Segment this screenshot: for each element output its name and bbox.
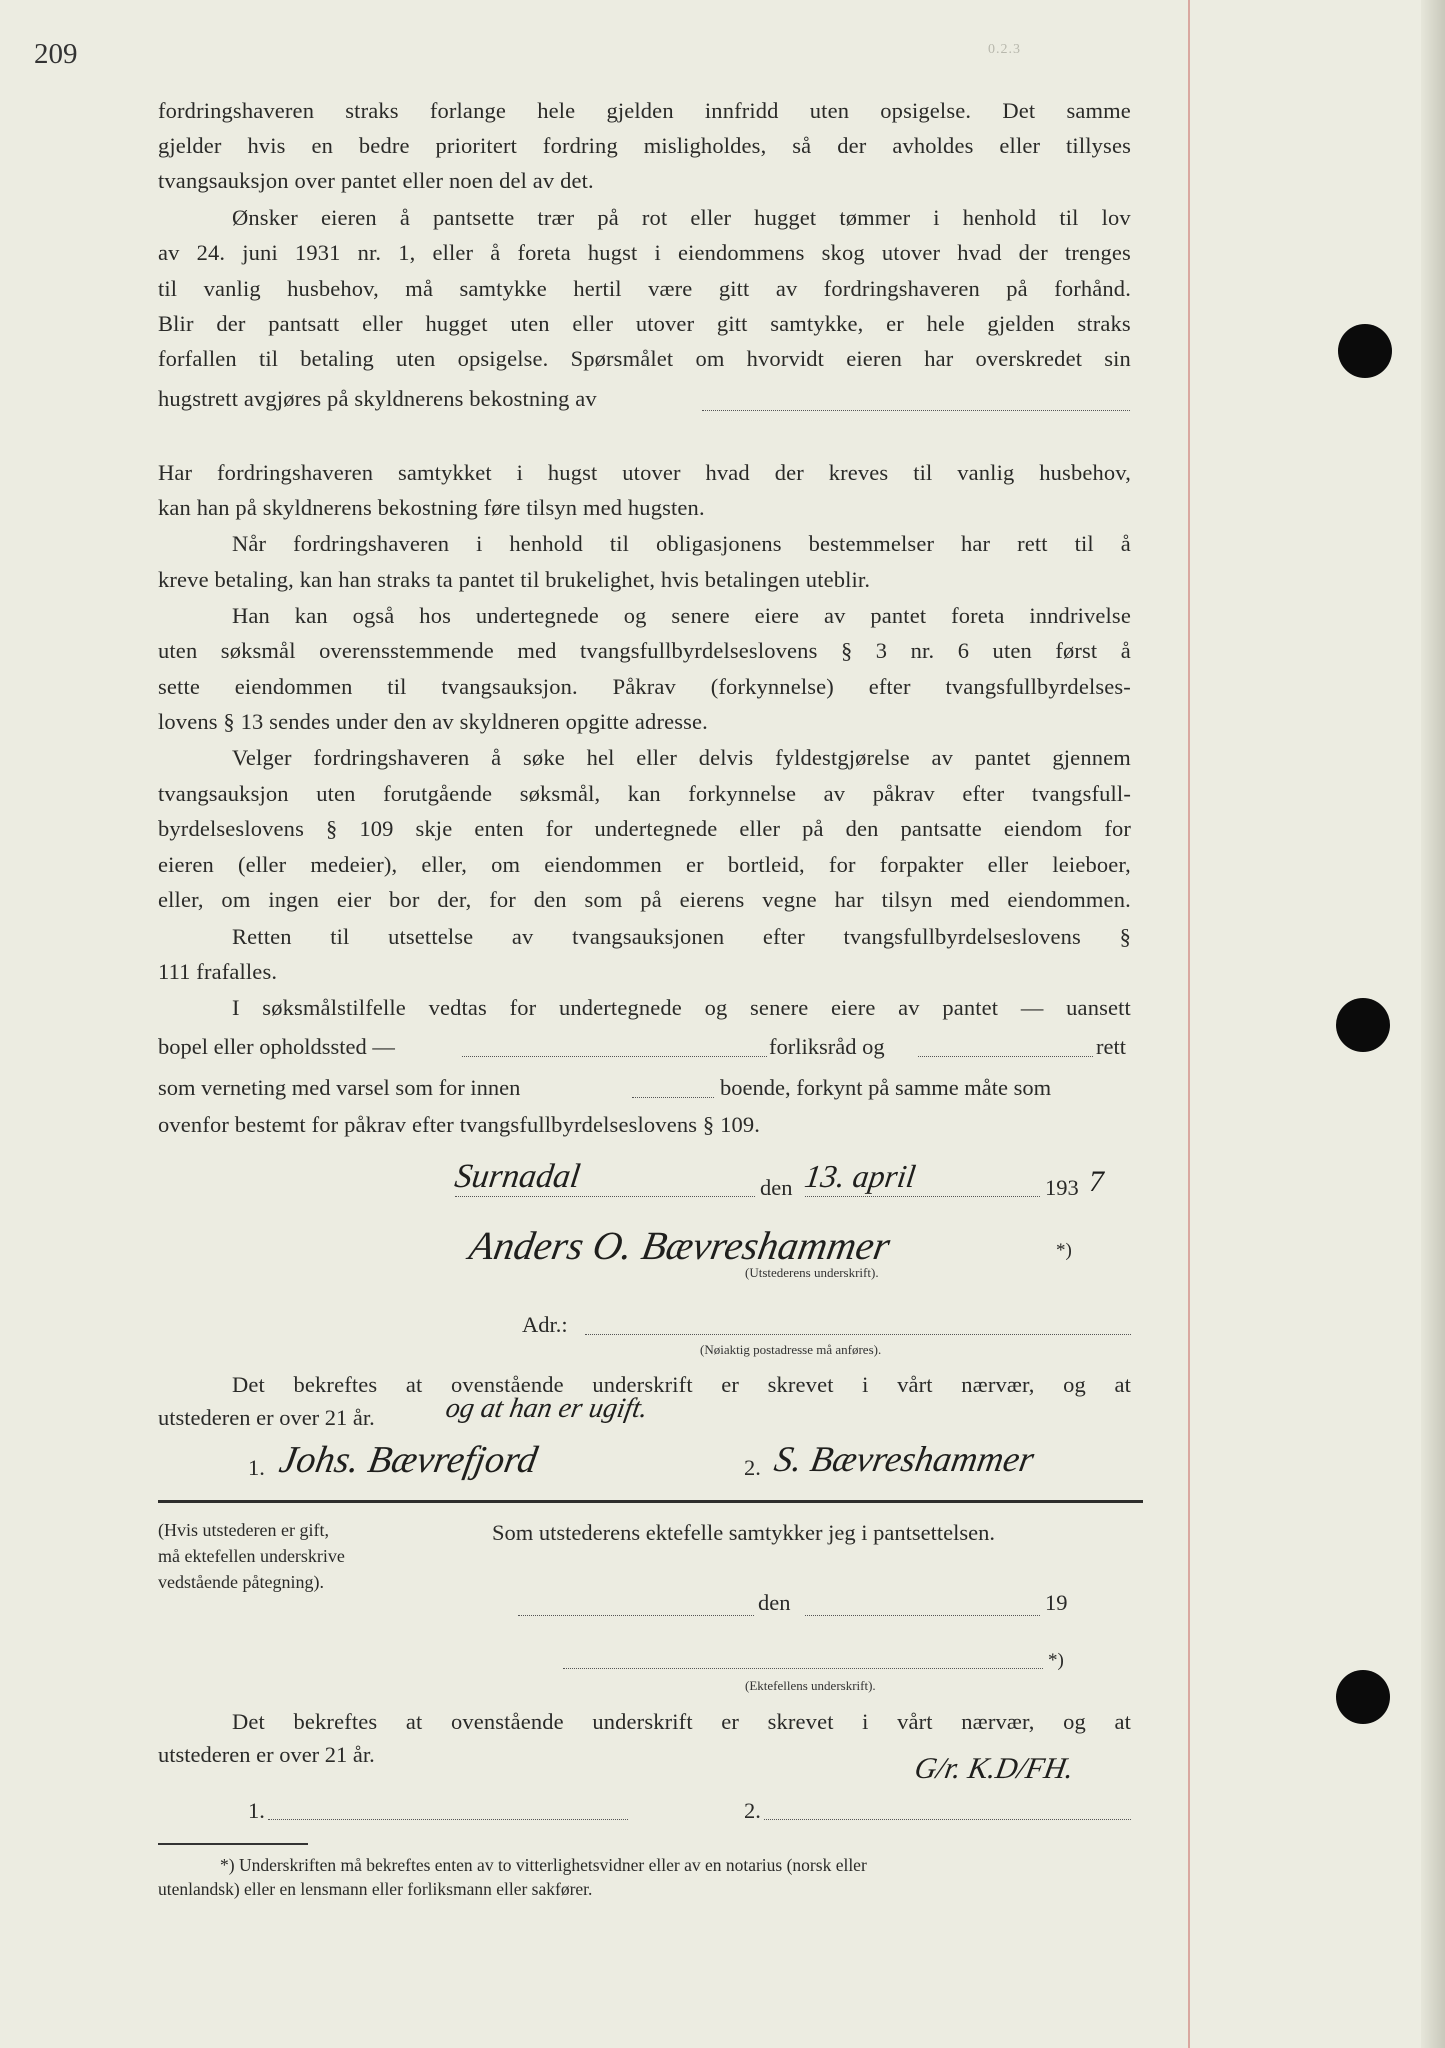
fill-in-line xyxy=(462,1056,767,1057)
asterisk-note: *) xyxy=(1056,1240,1072,1261)
venue-text: forliksråd og xyxy=(769,1034,885,1059)
spouse-consent: Som utstederens ektefelle samtykker jeg i pantsettelsen. xyxy=(492,1520,995,1545)
body-line: forfallen til betaling uten opsigelse. Spørsmålet om hvorvidt eieren har overskredet sin xyxy=(158,346,1131,371)
venue-text: rett xyxy=(1096,1034,1126,1059)
fill-in-line xyxy=(702,410,1130,411)
body-line: I søksmålstilfelle vedtas for undertegnede og senere eiere av pantet — uansett xyxy=(232,995,1131,1020)
fill-in-line xyxy=(455,1196,755,1197)
page-number: 209 xyxy=(34,38,78,70)
venue-text: bopel eller opholdssted — xyxy=(158,1034,395,1059)
body-line: lovens § 13 sendes under den av skyldneren opgitte adresse. xyxy=(158,709,708,734)
handwritten-mark: G/r. K.D/FH. xyxy=(912,1752,1077,1785)
body-line: eieren (eller medeier), eller, om eiendommen er bortleid, for forpakter eller leieboer, xyxy=(158,852,1131,877)
spouse-note-line: vedstående påtegning). xyxy=(158,1572,324,1592)
body-line: uten søksmål overensstemmende med tvangsfullbyrdelseslovens § 3 nr. 6 uten først å xyxy=(158,638,1131,663)
witness-number: 1. xyxy=(248,1455,265,1480)
address-label: Adr.: xyxy=(522,1312,568,1337)
fill-in-line xyxy=(805,1196,1040,1197)
year-printed: 193 xyxy=(1045,1175,1079,1200)
body-line: fordringshaveren straks forlange hele gjelden innfridd uten opsigelse. Det samme xyxy=(158,98,1131,123)
body-line: tvangsauksjon over pantet eller noen del av det. xyxy=(158,168,594,193)
punch-hole xyxy=(1338,324,1392,378)
body-line: Ønsker eieren å pantsette trær på rot eller hugget tømmer i henhold til lov xyxy=(232,205,1131,230)
spouse-note-line: (Hvis utstederen er gift, xyxy=(158,1520,329,1540)
body-line: Det bekreftes at ovenstående underskrift er skrevet i vårt nærvær, og at xyxy=(232,1372,1131,1397)
handwritten-date: 13. april xyxy=(802,1158,918,1194)
body-line: til vanlig husbehov, må samtykke hertil være gitt av fordringshaveren på forhånd. xyxy=(158,276,1131,301)
body-line: Det bekreftes at ovenstående underskrift er skrevet i vårt nærvær, og at xyxy=(232,1709,1131,1734)
fill-in-line xyxy=(632,1097,714,1098)
body-line: sette eiendommen til tvangsauksjon. Påkrav (forkynnelse) efter tvangsfullbyrdelses- xyxy=(158,674,1131,699)
body-line: utstederen er over 21 år. xyxy=(158,1742,375,1767)
body-line: hugstrett avgjøres på skyldnerens bekostning av xyxy=(158,386,597,411)
year-printed: 19 xyxy=(1045,1590,1068,1615)
handwritten-year: 7 xyxy=(1089,1165,1104,1198)
address-caption: (Nøiaktig postadresse må anføres). xyxy=(700,1342,882,1357)
body-line: av 24. juni 1931 nr. 1, eller å foreta hugst i eiendommens skog utover hvad der trenges xyxy=(158,240,1131,265)
section-divider xyxy=(158,1500,1143,1503)
witness-signature: Johs. Bævrefjord xyxy=(276,1439,541,1481)
body-line: 111 frafalles. xyxy=(158,959,278,984)
spouse-note-line: må ektefellen underskrive xyxy=(158,1546,345,1566)
punch-hole xyxy=(1336,998,1390,1052)
footnote-line: utenlandsk) eller en lensmann eller forliksmann eller sakfører. xyxy=(158,1879,593,1899)
body-line: kan han på skyldnerens bekostning føre tilsyn med hugsten. xyxy=(158,495,705,520)
address-field xyxy=(585,1334,1131,1335)
witness-number: 1. xyxy=(248,1798,265,1823)
body-line: eller, om ingen eier bor der, for den som på eierens vegne har tilsyn med eiendommen. xyxy=(158,887,1131,912)
faint-stamp: 0.2.3 xyxy=(988,42,1021,57)
witness-field xyxy=(764,1819,1131,1820)
handwritten-place: Surnadal xyxy=(452,1158,583,1195)
venue-text: som verneting med varsel som for innen xyxy=(158,1075,521,1100)
body-line: utstederen er over 21 år. xyxy=(158,1405,375,1430)
witness-number: 2. xyxy=(744,1798,761,1823)
body-line: byrdelseslovens § 109 skje enten for undertegnede eller på den pantsatte eiendom for xyxy=(158,816,1131,841)
body-line: Velger fordringshaveren å søke hel eller delvis fyldestgjørelse av pantet gjennem xyxy=(232,745,1131,770)
fill-in-line xyxy=(805,1615,1040,1616)
signature-caption: (Utstederens underskrift). xyxy=(745,1265,879,1280)
venue-text: boende, forkynt på samme måte som xyxy=(720,1075,1052,1100)
footnote-line: *) Underskriften må bekreftes enten av to vitterlighetsvidner eller av en notarius (norsk eller xyxy=(220,1855,867,1875)
issuer-signature: Anders O. Bævreshammer xyxy=(466,1223,894,1268)
margin-rule xyxy=(1188,0,1190,2048)
date-label: den xyxy=(760,1175,793,1200)
scan-edge xyxy=(1421,0,1445,2048)
fill-in-line xyxy=(518,1615,754,1616)
body-line: Han kan også hos undertegnede og senere eiere av pantet foreta inndrivelse xyxy=(232,603,1131,628)
spouse-signature-field xyxy=(563,1668,1043,1669)
asterisk-note: *) xyxy=(1048,1650,1064,1671)
body-line: tvangsauksjon uten forutgående søksmål, kan forkynnelse av påkrav efter tvangsfull- xyxy=(158,781,1131,806)
body-line: kreve betaling, kan han straks ta pantet til brukelighet, hvis betalingen uteblir. xyxy=(158,567,871,592)
fill-in-line xyxy=(918,1056,1093,1057)
spouse-signature-caption: (Ektefellens underskrift). xyxy=(745,1678,876,1693)
body-line: Retten til utsettelse av tvangsauksjonen efter tvangsfullbyrdelseslovens § xyxy=(232,924,1131,949)
body-line: ovenfor bestemt for påkrav efter tvangsfullbyrdelseslovens § 109. xyxy=(158,1112,761,1137)
witness-number: 2. xyxy=(744,1455,761,1480)
body-line: Når fordringshaveren i henhold til obligasjonens bestemmelser har rett til å xyxy=(232,531,1131,556)
footnote-rule xyxy=(158,1843,308,1845)
witness-field xyxy=(268,1819,628,1820)
body-line: Har fordringshaveren samtykket i hugst utover hvad der kreves til vanlig husbehov, xyxy=(158,460,1131,485)
body-line: gjelder hvis en bedre prioritert fordring misligholdes, så der avholdes eller tillyses xyxy=(158,133,1131,158)
date-label: den xyxy=(758,1590,791,1615)
punch-hole xyxy=(1336,1670,1390,1724)
body-line: Blir der pantsatt eller hugget uten eller utover gitt samtykke, er hele gjelden straks xyxy=(158,311,1131,336)
witness-signature: S. Bævreshammer xyxy=(771,1439,1038,1479)
handwritten-note: og at han er ugift. xyxy=(443,1393,651,1424)
